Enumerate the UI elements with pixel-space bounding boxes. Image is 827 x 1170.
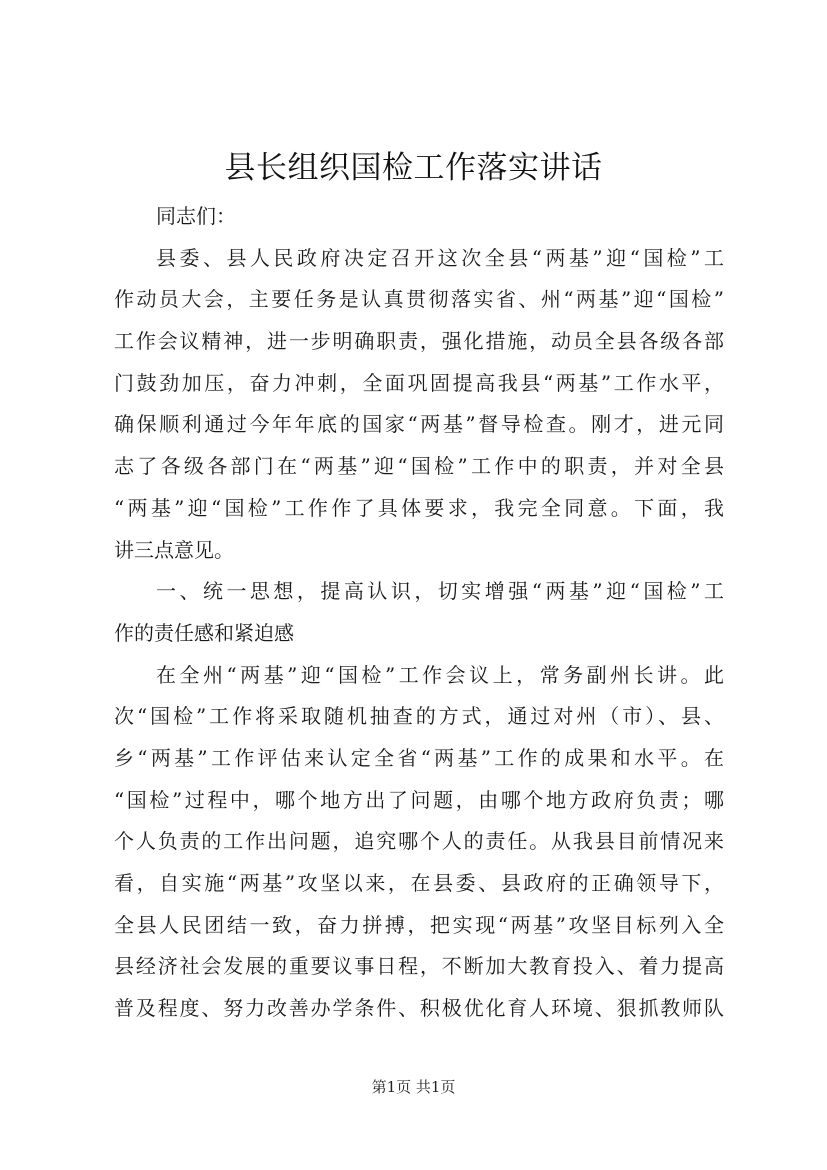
body-line: “国检”过程中，哪个地方出了问题，由哪个地方政府负责；哪 bbox=[114, 787, 724, 812]
body-line: 个人负责的工作出问题，追究哪个人的责任。从我县目前情况来 bbox=[114, 829, 724, 854]
body-line: 门鼓劲加压，奋力冲刺，全面巩固提高我县“两基”工作水平， bbox=[114, 370, 724, 395]
body-line: 在全州“两基”迎“国检”工作会议上，常务副州长讲。此 bbox=[156, 662, 724, 687]
body-line: 确保顺利通过今年年底的国家“两基”督导检查。刚才，进元同 bbox=[114, 412, 724, 437]
section-heading-line: 作的责任感和紧迫感 bbox=[114, 620, 294, 645]
salutation-line: 同志们： bbox=[156, 204, 236, 228]
page-number-footer: 第1页 共1页 bbox=[371, 1078, 456, 1096]
body-line: 讲三点意见。 bbox=[114, 537, 234, 562]
body-line: “两基”迎“国检”工作作了具体要求，我完全同意。下面，我 bbox=[114, 495, 724, 520]
document-body bbox=[114, 196, 724, 1030]
section-heading-line: 一、统一思想，提高认识，切实增强“两基”迎“国检”工 bbox=[156, 579, 724, 604]
body-line: 乡“两基”工作评估来认定全省“两基”工作的成果和水平。在 bbox=[114, 745, 724, 770]
body-line: 看，自实施“两基”攻坚以来，在县委、县政府的正确领导下， bbox=[114, 871, 724, 895]
body-line: 工作会议精神，进一步明确职责，强化措施，动员全县各级各部 bbox=[114, 329, 724, 354]
body-line: 志了各级各部门在“两基”迎“国检”工作中的职责，并对全县 bbox=[114, 454, 724, 479]
body-line: 普及程度、努力改善办学条件、积极优化育人环境、狠抓教师队 bbox=[114, 996, 724, 1021]
body-line: 作动员大会，主要任务是认真贯彻落实省、州“两基”迎“国检” bbox=[114, 287, 724, 312]
body-line: 县委、县人民政府决定召开这次全县“两基”迎“国检”工 bbox=[156, 245, 724, 270]
document-title: 县长组织国检工作落实讲话 bbox=[224, 150, 603, 186]
body-line: 次“国检”工作将采取随机抽查的方式，通过对州（市）、县、 bbox=[114, 704, 724, 729]
body-line: 全县人民团结一致，奋力拼搏，把实现“两基”攻坚目标列入全 bbox=[114, 912, 724, 937]
body-line: 县经济社会发展的重要议事日程，不断加大教育投入、着力提高 bbox=[114, 954, 724, 979]
